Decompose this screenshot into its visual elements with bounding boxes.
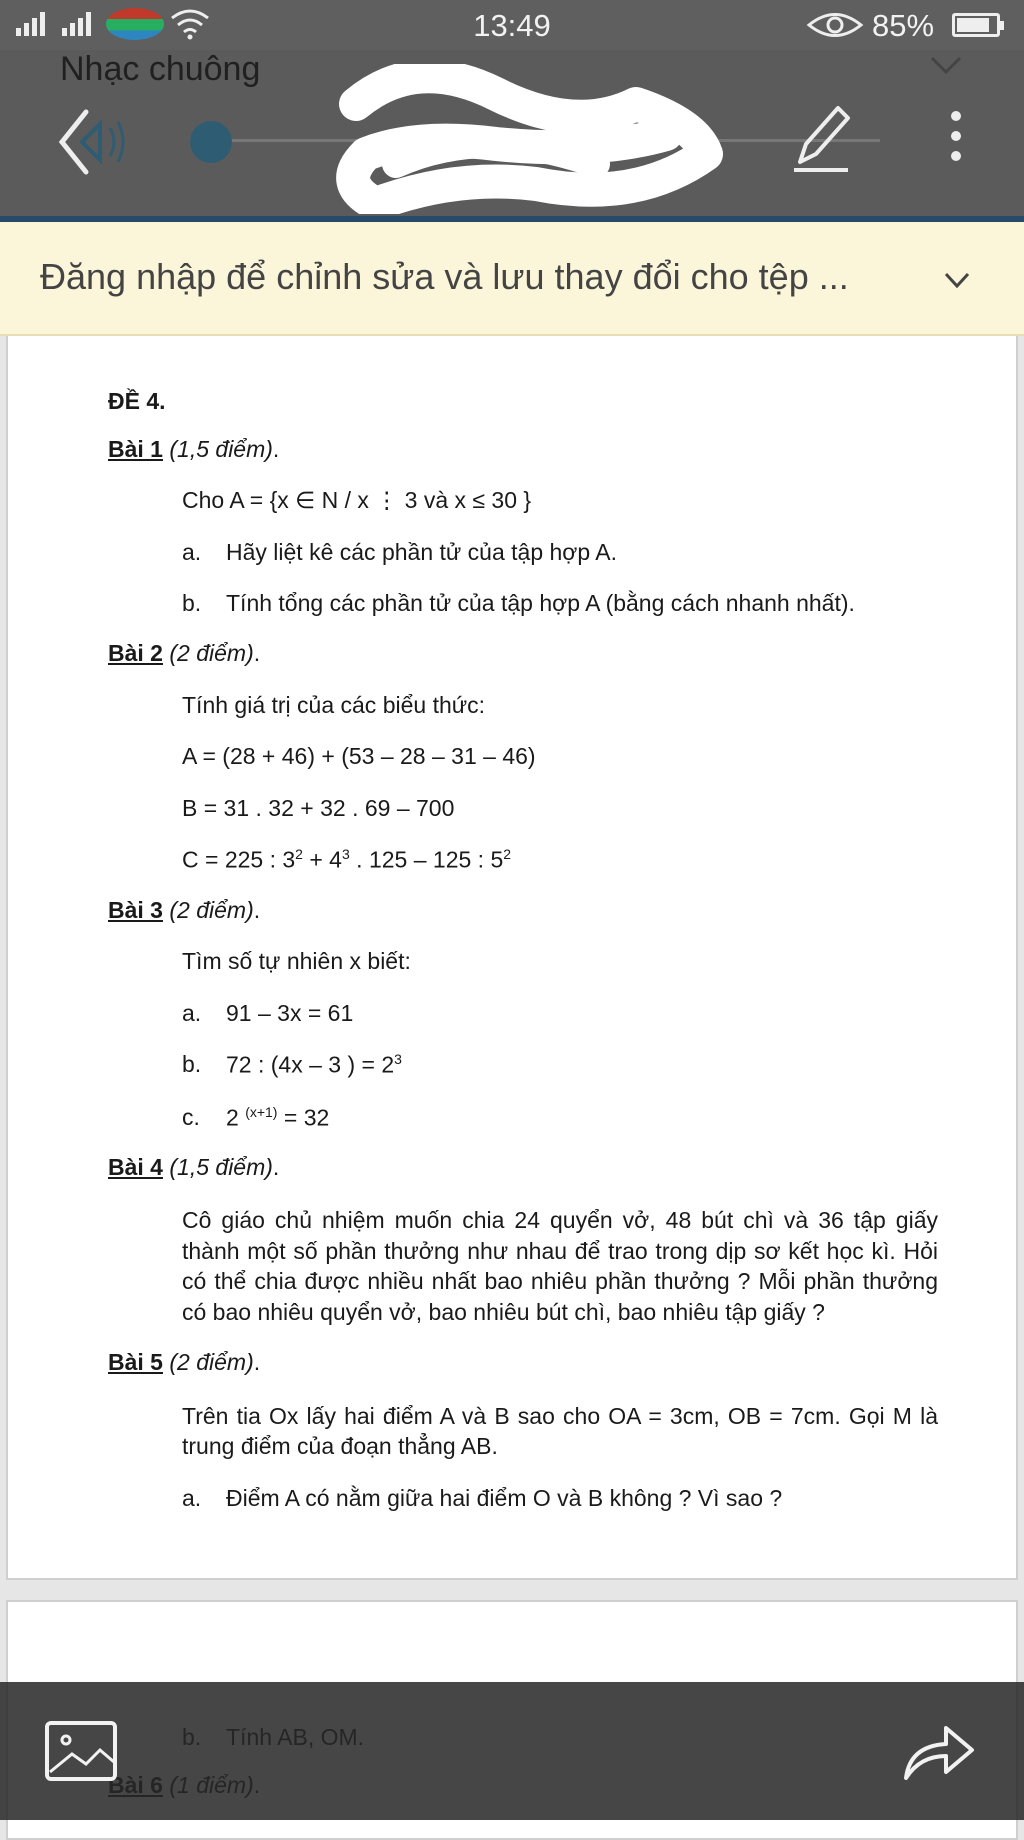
bai-5-title: Bài 5 (2 điểm). bbox=[108, 1348, 261, 1375]
bai-2-title: Bài 2 (2 điểm). bbox=[108, 639, 261, 666]
clock: 13:49 bbox=[473, 8, 551, 43]
bai-5-paragraph: Trên tia Ox lấy hai điểm A và B sao cho OA = 3cm, OB = 7cm. Gọi M là trung điểm của đoạn thẳng AB. bbox=[182, 1402, 938, 1459]
document-content bbox=[108, 388, 938, 1513]
pencil-icon[interactable] bbox=[786, 96, 856, 176]
document-page bbox=[6, 336, 1018, 1580]
list-item: a. 91 – 3x = 61 bbox=[182, 999, 354, 1026]
bai-4-title: Bài 4 (1,5 điểm). bbox=[108, 1153, 280, 1180]
bai-1-statement: Cho A = {x ∈ N / x ⋮ 3 và x ≤ 30 } bbox=[182, 487, 532, 514]
bai-1-title: Bài 1 (1,5 điểm). bbox=[108, 435, 280, 462]
chevron-down-icon[interactable] bbox=[942, 268, 972, 292]
battery-icon bbox=[952, 13, 1000, 37]
status-bar bbox=[0, 0, 1024, 50]
expression-c: C = 225 : $3^2 + 4^3$ . 125 – 125 : $5^2$ bbox=[182, 846, 512, 873]
list-item: a. Điểm A có nằm giữa hai điểm O và B không ? Vì sao ? bbox=[182, 1485, 783, 1512]
bai-4-paragraph: Cô giáo chủ nhiệm muốn chia 24 quyển vở, 48 bút chì và 36 tập giấy thành một số phần thưởng như nhau để trao trong dịp sơ kết học kì. Hỏi có thể chia được nhiều nhất bao nhiêu phần thưởng ? Mỗi phần thưởng có bao nhiêu quyển vở, bao nhiêu bút chì, bao nhiêu tập giấy ? bbox=[182, 1207, 938, 1325]
expression-a: A = (28 + 46) + (53 – 28 – 31 – 46) bbox=[182, 743, 536, 770]
banner-text[interactable]: Đăng nhập để chỉnh sửa và lưu thay đổi cho tệp ... bbox=[40, 256, 849, 297]
list-item: a. Hãy liệt kê các phần tử của tập hợp A. bbox=[182, 538, 618, 565]
eye-icon bbox=[806, 10, 864, 40]
bai-2-statement: Tính giá trị của các biểu thức: bbox=[182, 691, 486, 718]
sign-in-banner[interactable] bbox=[0, 222, 1024, 336]
expression-b: B = 31 . 32 + 32 . 69 – 700 bbox=[182, 794, 455, 821]
bottom-toolbar bbox=[0, 1682, 1024, 1820]
list-item: c. 2 $^{(x+1)}$ = 32 bbox=[182, 1103, 330, 1131]
ringtone-icon[interactable] bbox=[56, 98, 136, 188]
exam-heading: ĐỀ 4. bbox=[108, 388, 166, 414]
more-options-icon[interactable] bbox=[944, 106, 968, 166]
volume-panel bbox=[0, 50, 1024, 216]
list-item: b. Tính tổng các phần tử của tập hợp A (bằng cách nhanh nhất). bbox=[182, 590, 855, 617]
bai-3-statement: Tìm số tự nhiên x biết: bbox=[182, 948, 411, 975]
redaction-scribble bbox=[336, 64, 726, 214]
image-gallery-icon[interactable] bbox=[44, 1720, 118, 1782]
share-icon[interactable] bbox=[900, 1720, 976, 1784]
ringtone-label: Nhạc chuông bbox=[60, 50, 261, 88]
battery-percent: 85% bbox=[872, 8, 935, 43]
bai-3-title: Bài 3 (2 điểm). bbox=[108, 896, 261, 923]
volume-slider-thumb[interactable] bbox=[190, 121, 232, 163]
list-item: b. 72 : (4x – 3 ) = $2^3$ bbox=[182, 1051, 402, 1079]
chevron-down-icon[interactable] bbox=[928, 52, 964, 78]
